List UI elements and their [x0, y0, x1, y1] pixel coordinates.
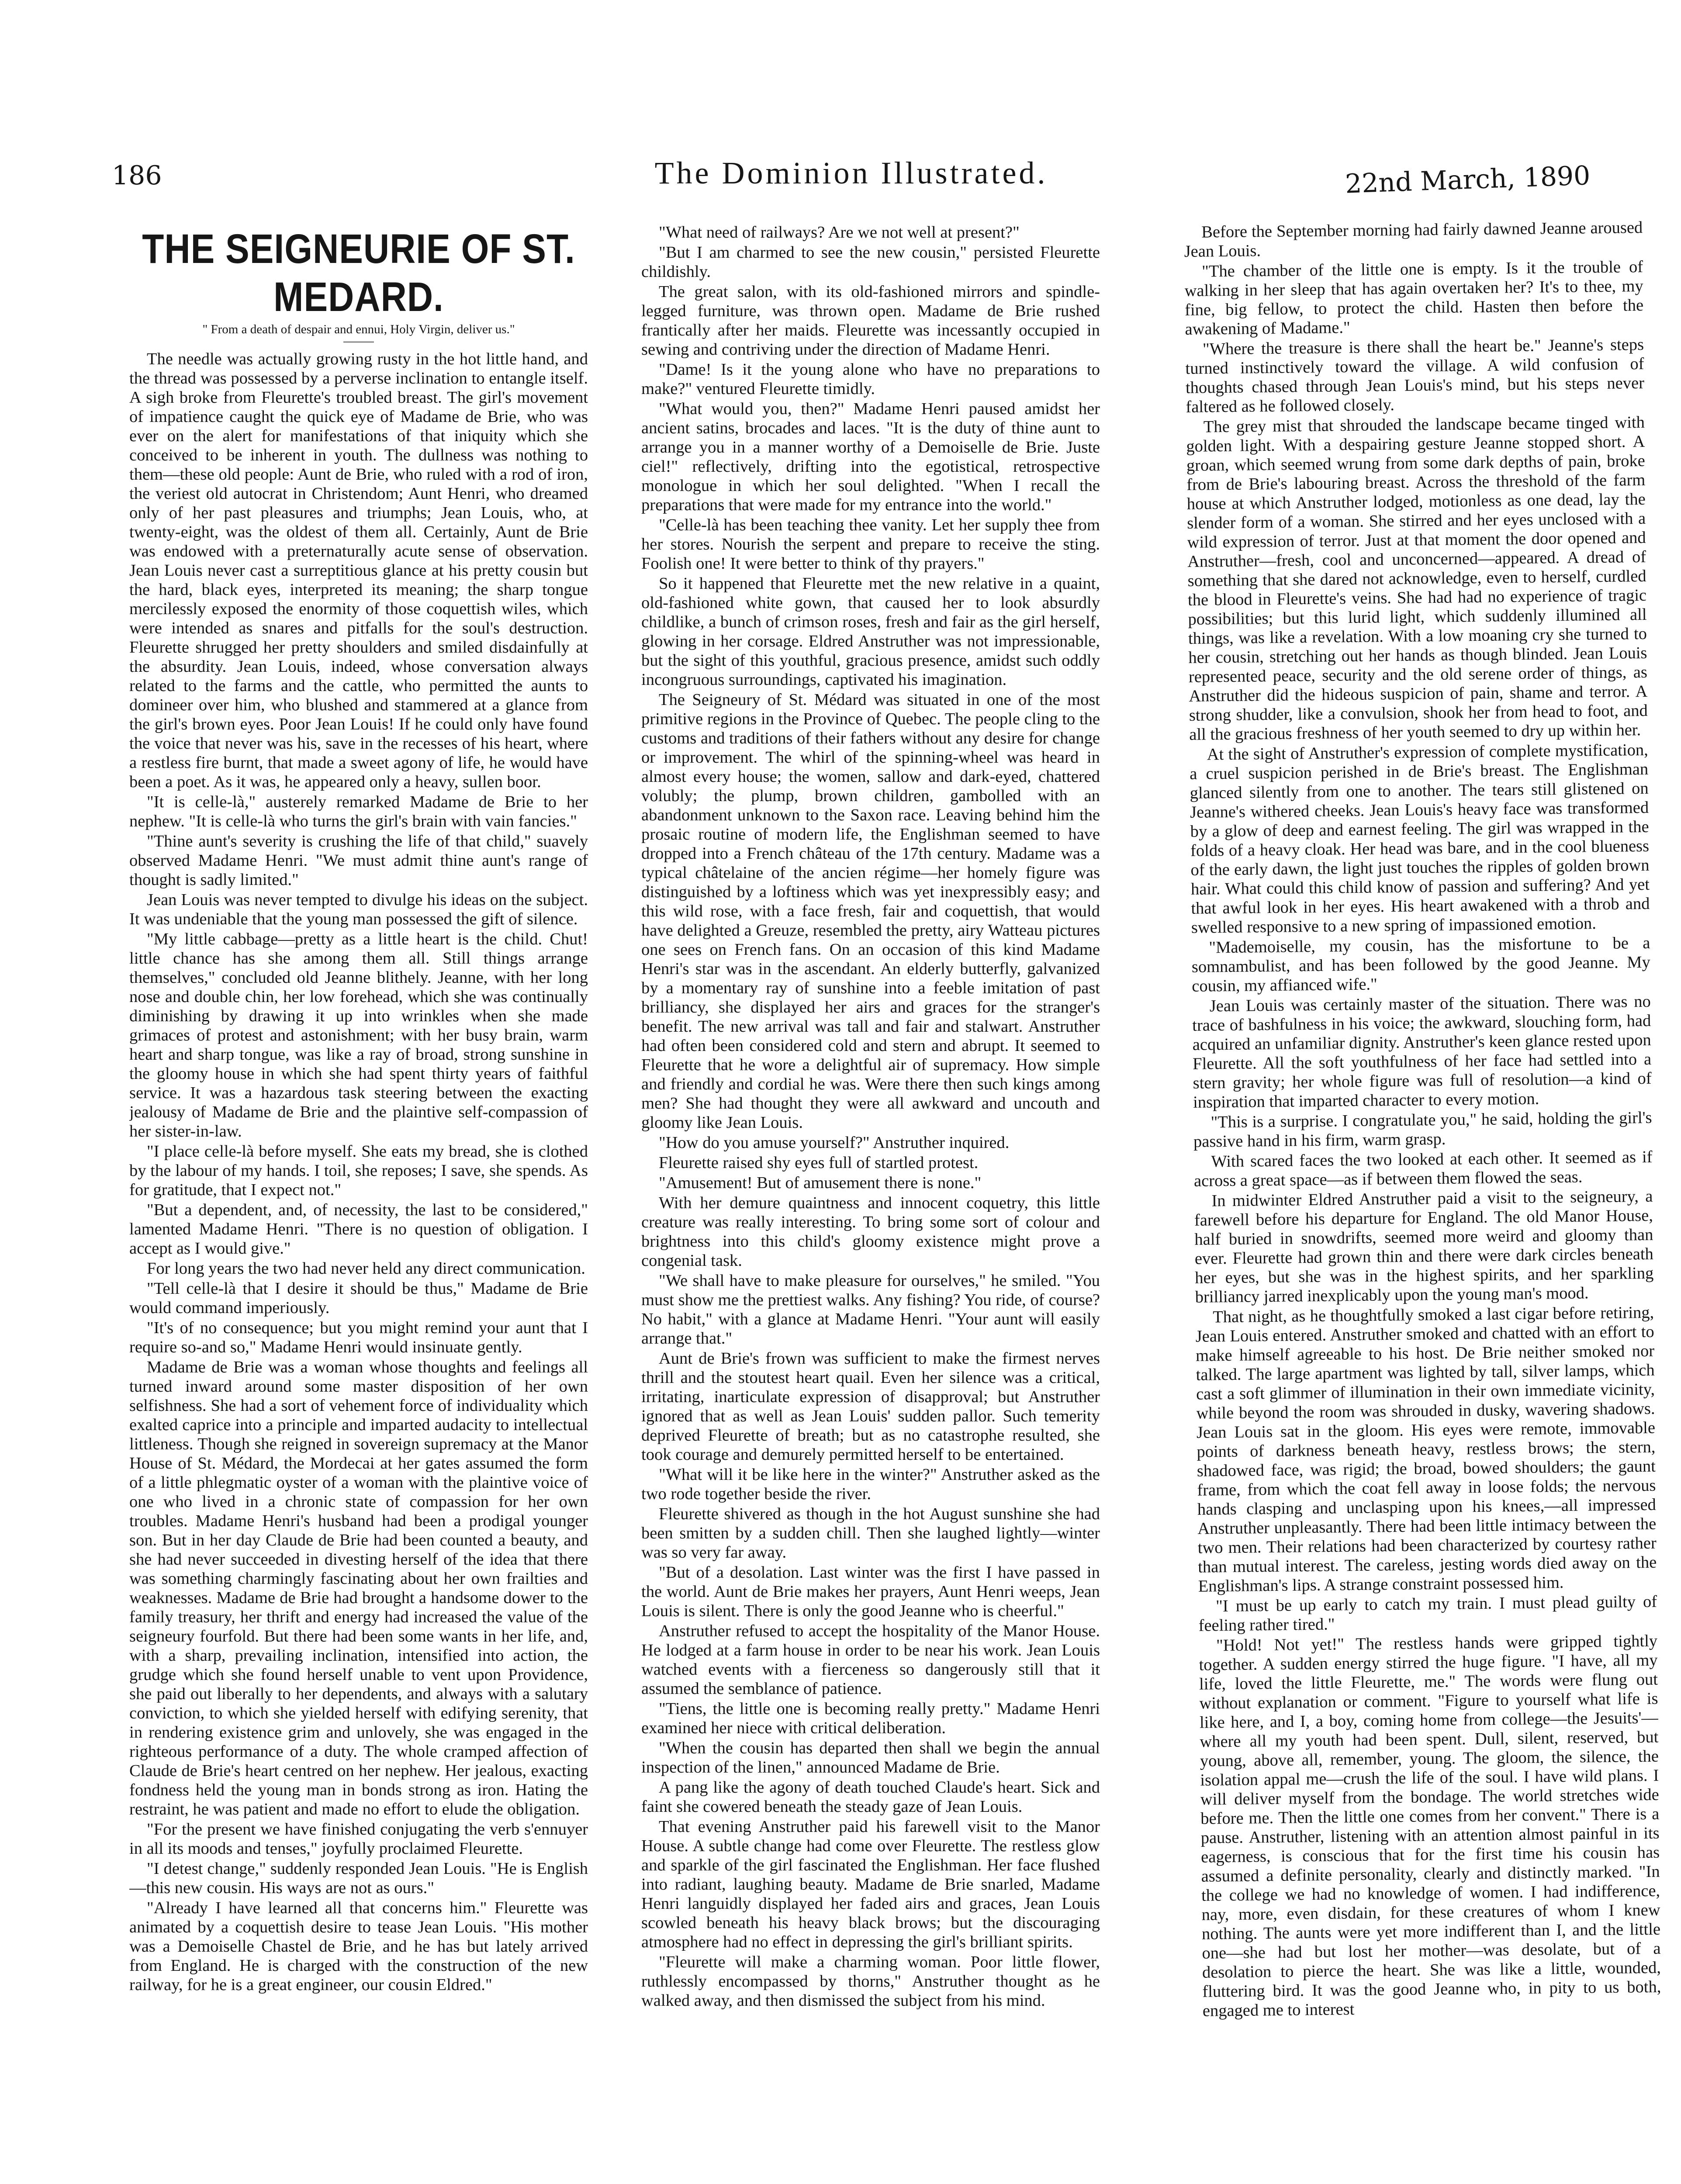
- paragraph: In midwinter Eldred Anstruther paid a visit to the seigneury, a farewell before his departure for England. The old Manor House, half buried in snowdrifts, seemed more weird and gloomy than ever. Fleurette had grown thin and there were dark circles beneath her eyes, but she was in the highest spirits, and her sparkling brilliancy jarred inexplicably upon the young man's mood.: [1194, 1187, 1654, 1306]
- column-2: [641, 223, 1100, 2184]
- paragraph: "Tell celle-là that I desire it should be thus," Madame de Brie would command imperiously.: [129, 1279, 588, 1317]
- paragraph: "Celle-là has been teaching thee vanity. Let her supply thee from her stores. Nourish the serpent and prepare to receive the sting. Foolish one! It were better to think of thy prayers.": [641, 516, 1100, 573]
- column-1-text: [129, 349, 588, 1994]
- paragraph: "What will it be like here in the winter?" Anstruther asked as the two rode together beside the river.: [641, 1465, 1100, 1503]
- masthead: [112, 155, 1591, 200]
- paragraph: "Dame! Is it the young alone who have no preparations to make?" ventured Fleurette timidly.: [641, 360, 1100, 398]
- paragraph: "But a dependent, and, of necessity, the last to be considered," lamented Madame Henri. "There is no question of obligation. I accept as I would give.": [129, 1201, 588, 1258]
- paragraph: A pang like the agony of death touched Claude's heart. Sick and faint she cowered beneath the steady gaze of Jean Louis.: [641, 1778, 1100, 1816]
- page-number: 186: [112, 160, 162, 191]
- paragraph: At the sight of Anstruther's expression of complete mystification, a cruel suspicion perished in de Brie's breast. The Englishman glanced silently from one to another. The tears still glistened on Jeanne's withered cheeks. Jean Louis's heavy face was transformed by a glow of deep and earnest feeling. The girl was wrapped in the folds of a heavy cloak. Her head was bare, and in the cool blueness of the early dawn, the light just touches the ripples of golden brown hair. What could this child know of passion and suffering? And yet that awful look in her eyes. His heart awakened with a throb and swelled responsive to a new spring of impassioned emotion.: [1189, 740, 1650, 937]
- paragraph: "It's of no consequence; but you might remind your aunt that I require so-and so," Madame Henri would insinuate gently.: [129, 1319, 588, 1356]
- paragraph: "It is celle-là," austerely remarked Madame de Brie to her nephew. "It is celle-là who turns the girl's brain with vain fancies.": [129, 793, 588, 830]
- paragraph: Fleurette raised shy eyes full of startled protest.: [659, 1154, 979, 1172]
- paragraph: "Hold! Not yet!" The restless hands were gripped tightly together. A sudden energy stirred the huge figure. "I have, all my life, loved the little Fleurette, me." The words were flung out without explanation or comment. "Figure to yourself what life is like here, and I, a boy, coming home from college—the Jesuits'—where all my youth had been spent. Dull, silent, reserved, but young, above all, remember, young. The gloom, the silence, the isolation appal me—crush the life of the soul. I have wild plans. I will deliver myself from the bondage. The world stretches wide before me. Then the little one comes from her convent." There is a pause. Anstruther, listening with an attention almost painful in its eagerness, is conscious that for the first time his cousin has assumed a definite personality, clearly and distinctly marked. "In the college we had no knowledge of women. I had indifference, nay, more, even disdain, for these creatures of whom I knew nothing. The aunts were yet more indifferent than I, and the little one—she had but lost her mother—was desolate, but of a desolation to pierce the heart. She was like a little, wounded, fluttering bird. It was the good Jeanne who, in pity to us both, engaged me to interest: [1199, 1631, 1661, 2020]
- paragraph: The needle was actually growing rusty in the hot little hand, and the thread was possessed by a perverse inclination to entangle itself. A sigh broke from Fleurette's troubled breast. The girl's movement of impatience caught the quick eye of Madame de Brie, who was ever on the alert for manifestations of that iniquity which she conceived to be inherent in youth. The dullness was nothing to them—these old people: Aunt de Brie, who ruled with a rod of iron, the veriest old autocrat in Christendom; Aunt Henri, who dreamed only of her past pleasures and triumphs; Jean Louis, who, at twenty-eight, was the oldest of them all. Certainly, Aunt de Brie was endowed with a preternaturally acute sense of observation. Jean Louis never cast a surreptitious glance at his pretty cousin but the hard, black eyes, interpreted its meaning; the sharp tongue mercilessly exposed the enormity of those coquettish wiles, which were intended as snares and pitfalls for the soul's destruction. Fleurette shrugged her pretty shoulders and smiled disdainfully at the absurdity. Jean Louis, indeed, whose conversation always related to the farms and the cattle, who permitted the aunts to domineer over him, who blushed and stammered at a glance from the girl's brown eyes. Poor Jean Louis! If he could only have found the voice that never was his, save in the recesses of his heart, where a restless fire burnt, that made a sweet agony of life, he would have been a poet. As it was, he appeared only a heavy, sullen boor.: [129, 350, 588, 791]
- paragraph: "We shall have to make pleasure for ourselves," he smiled. "You must show me the prettiest walks. Any fishing? You ride, of course? No habit," with a glance at Madame Henri. "Your aunt will easily arrange that.": [641, 1272, 1100, 1348]
- paragraph: That night, as he thoughtfully smoked a last cigar before retiring, Jean Louis entered. Anstruther smoked and chatted with an effort to make himself agreeable to his host. De Brie neither smoked nor talked. The large apartment was lighted by tall, silver lamps, which cast a soft glimmer of illumination in their own immediate vicinity, while beyond the room was shrouded in dusky, wavering shadows. Jean Louis sat in the gloom. His eyes were remote, immovable points of darkness beneath heavy, restless brows; the stern, shadowed face, was rigid; the broad, bowed shoulders; the gaunt frame, from which the coat fell away in loose folds; the nervous hands clasping and unclasping upon his knees,—all impressed Anstruther unpleasantly. There had been little intimacy between the two men. Their relations had been characterized by courtesy rather than mutual interest. The careless, jesting words died away on the Englishman's lips. A strange constraint possessed him.: [1195, 1303, 1657, 1596]
- paragraph: "Thine aunt's severity is crushing the life of that child," suavely observed Madame Henri. "We must admit thine aunt's range of thought is sadly limited.": [129, 832, 588, 889]
- column-3: [1184, 218, 1664, 2184]
- paragraph: "Amusement! But of amusement there is none.": [659, 1174, 982, 1192]
- paragraph: Anstruther refused to accept the hospitality of the Manor House. He lodged at a farm house in order to be near his work. Jean Louis watched events with a fierceness so dangerously still that it assumed the semblance of patience.: [641, 1622, 1100, 1698]
- epigraph: " From a death of despair and ennui, Holy Virgin, deliver us.": [202, 322, 515, 336]
- paragraph: The grey mist that shrouded the landscape became tinged with golden light. With a despairing gesture Jeanne stopped short. A groan, which seemed wrung from some dark depths of pain, broke from de Brie's labouring breast. Across the threshold of the farm house at which Anstruther lodged, motionless as one dead, lay the slender form of a woman. She stirred and her eyes unclosed with a wild expression of terror. Just at that moment the door opened and Anstruther—fresh, cool and unconcerned—appeared. A dread of something that she dared not acknowledge, even to herself, curdled the blood in Fleurette's veins. She had had no experience of tragic possibilities; but this lurid light, which suddenly illumined all things, was like a revelation. With a low moaning cry she turned to her cousin, stretching out her hands as though blinded. Jean Louis represented peace, security and the old serene order of things, as Anstruther did the hideous suspicion of pain, shame and terror. A strong shudder, like a convulsion, shook her from head to foot, and all the gracious freshness of her youth seemed to dry up within her.: [1186, 413, 1648, 744]
- article-title: THE SEIGNEURIE OF ST. MEDARD.: [142, 226, 575, 320]
- column-3-text: [1184, 218, 1661, 2021]
- paragraph: "I place celle-là before myself. She eats my bread, she is clothed by the labour of my hands. I toil, she reposes; I save, she spends. As for gratitude, that I expect not.": [129, 1142, 588, 1199]
- paragraph: "When the cousin has departed then shall we begin the annual inspection of the linen," announced Madame de Brie.: [641, 1739, 1100, 1776]
- paragraph: Jean Louis was certainly master of the situation. There was no trace of bashfulness in his voice; the awkward, slouching form, had acquired an unfamiliar dignity. Anstruther's keen glance rested upon Fleurette. All the soft youthfulness of her face had settled into a stern gravity; her whole figure was full of resolution—a kind of inspiration that imparted character to every motion.: [1192, 992, 1652, 1112]
- paragraph: Before the September morning had fairly dawned Jeanne aroused Jean Louis.: [1184, 218, 1643, 261]
- paragraph: "This is a surprise. I congratulate you," he said, holding the girl's passive hand in his firm, warm grasp.: [1193, 1108, 1652, 1151]
- paragraph: That evening Anstruther paid his farewell visit to the Manor House. A subtle change had come over Fleurette. The restless glow and sparkle of the girl fascinated the Englishman. Her face flushed into radiant, laughing beauty. Madame de Brie snarled, Madame Henri languidly displayed her faded airs and graces, Jean Louis scowled beneath his heavy black brows; but the discouraging atmosphere had no effect in depressing the girl's brilliant spirits.: [641, 1818, 1100, 1951]
- issue-date: 22nd March, 1890: [1344, 160, 1591, 200]
- paragraph: "For the present we have finished conjugating the verb s'ennuyer in all its moods and tenses," joyfully proclaimed Fleurette.: [129, 1820, 588, 1858]
- paragraph: "What would you, then?" Madame Henri paused amidst her ancient satins, brocades and laces. "It is the duty of thine aunt to arrange you in a manner worthy of a Demoiselle de Brie. Juste ciel!" reflectively, drifting into the egotistical, retrospective monologue in which her soul delighted. "When I recall the preparations that were made for my entrance into the world.": [641, 400, 1100, 514]
- paragraph: "Already I have learned all that concerns him." Fleurette was animated by a coquettish desire to tease Jean Louis. "His mother was a Demoiselle Chastel de Brie, and he has but lately arrived from England. He is charged with the construction of the new railway, for he is a great engineer, our cousin Eldred.": [129, 1899, 588, 1994]
- paragraph: The Seigneury of St. Médard was situated in one of the most primitive regions in the Province of Quebec. The people cling to the customs and traditions of their fathers without any desire for change or improvement. The whirl of the spinning-wheel was heard in almost every house; the women, sallow and dark-eyed, chattered volubly; the plump, brown children, gambolled with an abandonment unknown to the Saxon race. Leaving behind him the prosaic routine of modern life, the Englishman seemed to have dropped into a French château of the 17th century. Madame was a typical châtelaine of the ancien régime—her homely figure was distinguished by a loftiness which was yet inexpressibly easy; and this wild rose, with a face fresh, fair and coquettish, that would have delighted a Greuze, resembled the pretty, airy Watteau pictures one sees on French fans. On an occasion of this kind Madame Henri's star was in the ascendant. An elderly butterfly, galvanized by a momentary ray of sunshine into a feeble imitation of past brilliancy, she displayed her airs and graces for the stranger's benefit. The new arrival was tall and fair and stalwart. Anstruther had often been considered cold and stern and abrupt. It seemed to Fleurette that he wore a delightful air of supremacy. How simple and friendly and cordial he was. Were there then such kings among men? She had thought they were all awkward and uncouth and gloomy like Jean Louis.: [641, 691, 1100, 1132]
- paragraph: Madame de Brie was a woman whose thoughts and feelings all turned inward around some master disposition of her own selfishness. She had a sort of vehement force of individuality which exalted caprice into a principle and imparted audacity to intellectual littleness. Though she reigned in sovereign supremacy at the Manor House of St. Médard, the Mordecai at her gates assumed the form of a little phlegmatic oyster of a woman with the plaintive voice of one who lived in a chronic state of compassion for her own troubles. Madame Henri's husband had been a prodigal younger son. But in her day Claude de Brie had been counted a beauty, and she had never succeeded in divesting herself of the idea that there was something charmingly fascinating about her own frailties and weaknesses. Madame de Brie had brought a handsome dower to the family treasury, her thrift and energy had increased the value of the seigneury fourfold. But there had been some wants in her life, and, with a sharp, prevailing inclination, intensified into action, the grudge which she found herself unable to vent upon Providence, she paid out liberally to her dependents, and always with a salutary conviction, to which she yielded herself with edifying serenity, that in rendering existence grim and unlovely, she was engaged in the righteous performance of a duty. The whole cramped affection of Claude de Brie's heart centred on her nephew. Her jealous, exacting fondness held the young man in bonds strong as iron. Hating the restraint, he was patient and made no effort to elude the obligation.: [129, 1358, 588, 1818]
- paragraph: For long years the two had never held any direct communication.: [147, 1259, 585, 1278]
- paragraph: "My little cabbage—pretty as a little heart is the child. Chut! little chance has she among them all. Still things arrange themselves," concluded old Jeanne blithely. Jeanne, with her long nose and double chin, her low forehead, which she was continually diminishing by drawing it up into wrinkles when she made grimaces of protest and astonishment; with her busy brain, warm heart and sharp tongue, was like a ray of broad, strong sunshine in the gloomy house in which she had spent thirty years of faithful service. It was a hazardous task steering between the exacting jealousy of Madame de Brie and the plaintive self-compassion of her sister-in-law.: [129, 930, 588, 1140]
- paragraph: So it happened that Fleurette met the new relative in a quaint, old-fashioned white gown, that caused her to look absurdly childlike, a bunch of crimson roses, fresh and fair as the girl herself, glowing in her corsage. Eldred Anstruther was not impressionable, but the sight of this youthful, gracious presence, amidst such oddly incongruous surroundings, captivated his imagination.: [641, 574, 1100, 689]
- paragraph: "How do you amuse yourself?" Anstruther inquired.: [659, 1133, 1010, 1152]
- paragraph: "Tiens, the little one is becoming really pretty." Madame Henri examined her niece with critical deliberation.: [641, 1700, 1100, 1737]
- paragraph: With her demure quaintness and innocent coquetry, this little creature was really interesting. To bring some sort of colour and brightness into this child's gloomy existence might prove a congenial task.: [641, 1194, 1100, 1270]
- paragraph: "I must be up early to catch my train. I must plead guilty of feeling rather tired.": [1198, 1592, 1657, 1635]
- paragraph: "I detest change," suddenly responded Jean Louis. "He is English—this new cousin. His ways are not as ours.": [129, 1859, 588, 1897]
- paragraph: Jean Louis was never tempted to divulge his ideas on the subject. It was undeniable that the young man possessed the gift of silence.: [129, 891, 588, 928]
- paragraph: "Where the treasure is there shall the heart be." Jeanne's steps turned instinctively toward the village. A wild confusion of thoughts chased through Jean Louis's mind, but his steps never faltered as he followed closely.: [1185, 335, 1645, 416]
- paragraph: "But I am charmed to see the new cousin," persisted Fleurette childishly.: [641, 243, 1100, 281]
- publication-title: The Dominion Illustrated.: [654, 156, 1048, 190]
- paragraph: "But of a desolation. Last winter was the first I have passed in the world. Aunt de Brie makes her prayers, Aunt Henri weeps, Jean Louis is silent. There is only the good Jeanne who is cheerful.": [641, 1563, 1100, 1620]
- paragraph: "Mademoiselle, my cousin, has the misfortune to be a somnambulist, and has been followed by the good Jeanne. My cousin, my affianced wife.": [1191, 933, 1651, 995]
- paragraph: "Fleurette will make a charming woman. Poor little flower, ruthlessly encompassed by thorns," Anstruther thought as he walked away, and then dismissed the subject from his mind.: [641, 1953, 1100, 2010]
- column-2-text: [641, 223, 1100, 2010]
- paragraph: "The chamber of the little one is empty. Is it the trouble of walking in her sleep that has again overtaken her? It's to thee, my fine, big fellow, to protect the child. Hasten then before the awakening of Madame.": [1184, 257, 1644, 339]
- paragraph: Fleurette shivered as though in the hot August sunshine she had been smitten by a sudden chill. Then she laughed lightly—winter was so very far away.: [641, 1505, 1100, 1562]
- paragraph: The great salon, with its old-fashioned mirrors and spindle-legged furniture, was thrown open. Madame de Brie rushed frantically after her maids. Fleurette was incessantly occupied in sewing and contriving under the direction of Madame Henri.: [641, 283, 1100, 359]
- paragraph: Aunt de Brie's frown was sufficient to make the firmest nerves thrill and the stoutest heart quail. Even her silence was a critical, irritating, inarticulate expression of disapproval; but Anstruther ignored that as well as Jean Louis' sudden pallor. Such temerity deprived Fleurette of breath; but as no catastrophe resulted, she took courage and demurely permitted herself to be entertained.: [641, 1349, 1100, 1464]
- paragraph: With scared faces the two looked at each other. It seemed as if across a great space—as if between them flowed the seas.: [1193, 1147, 1653, 1190]
- paragraph: "What need of railways? Are we not well at present?": [659, 223, 1020, 242]
- column-1: [129, 223, 588, 2184]
